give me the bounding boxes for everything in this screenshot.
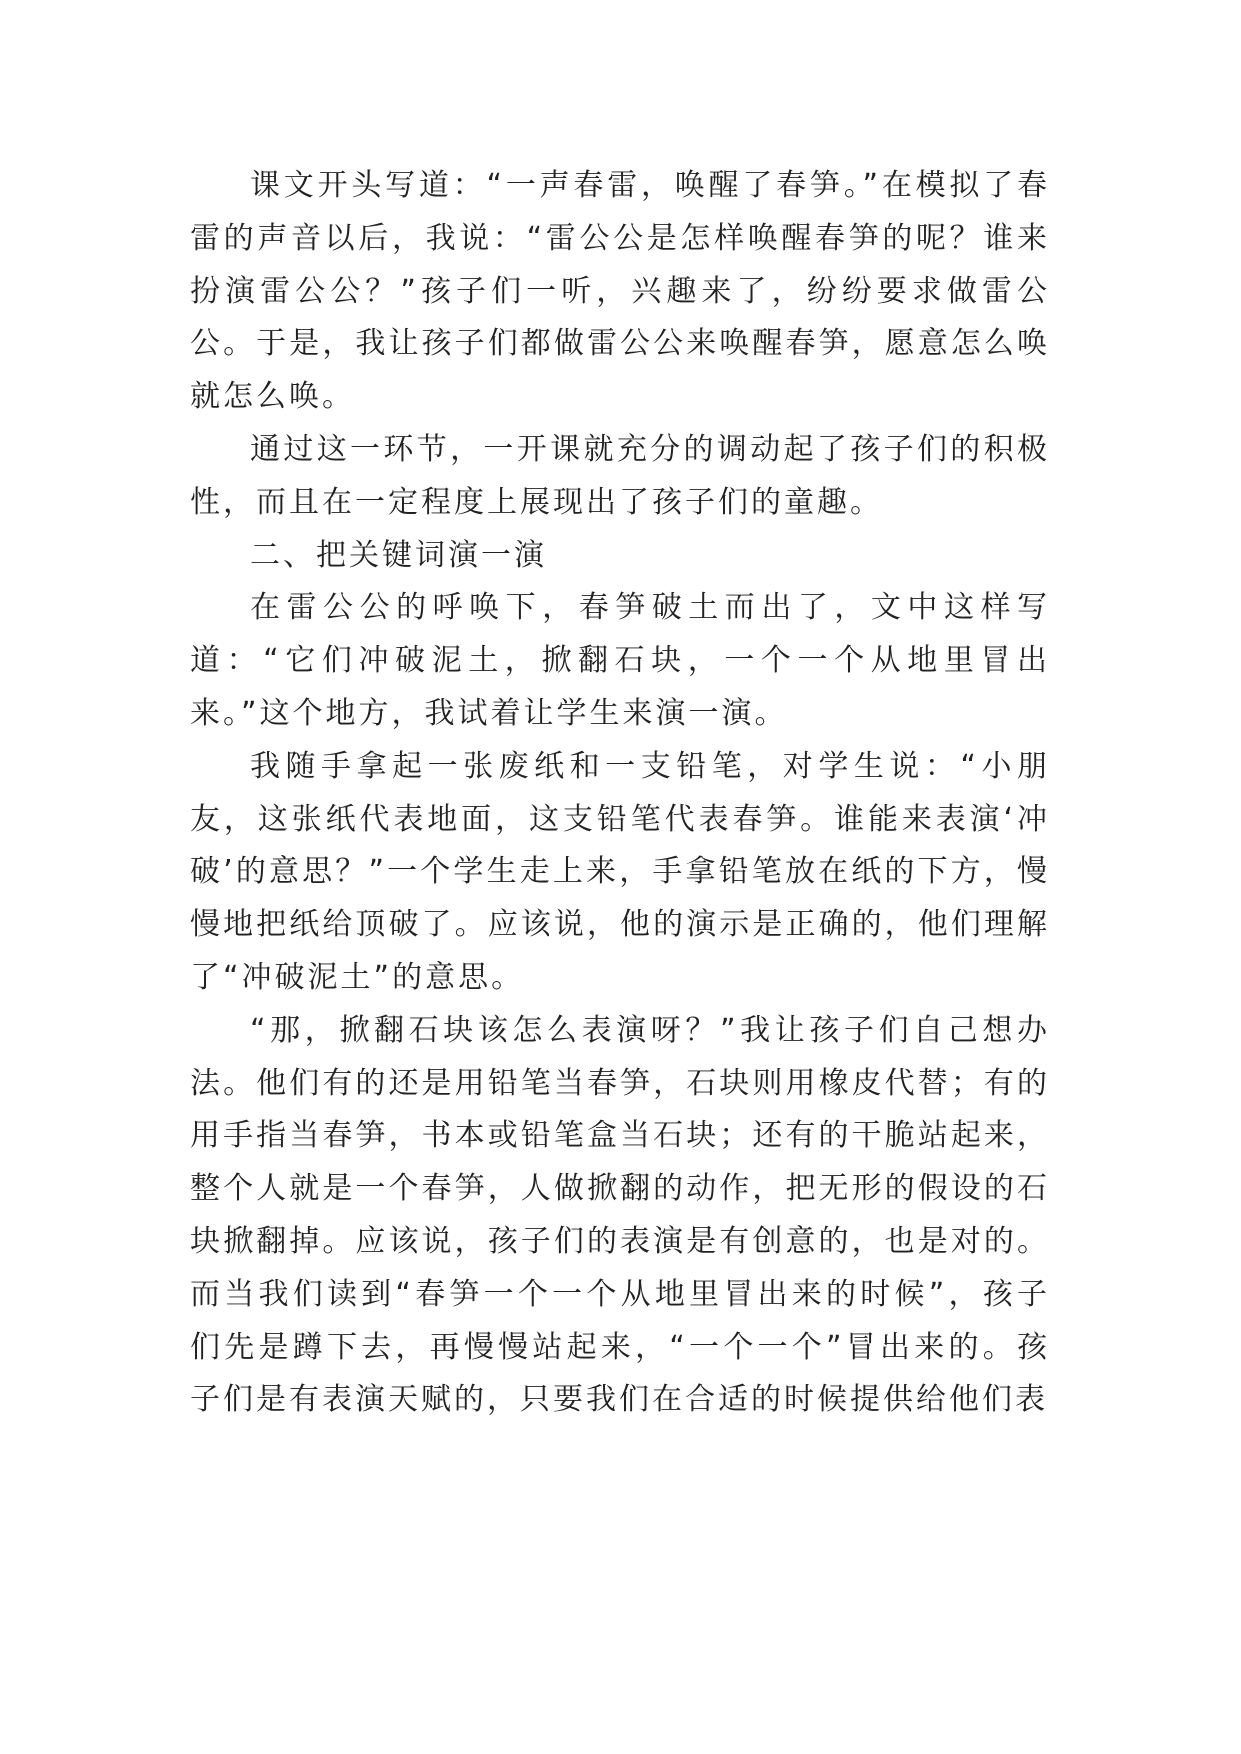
section-heading: 二、把关键词演一演 bbox=[250, 537, 547, 573]
paragraph-3: 在雷公公的呼唤下，春笋破土而出了，文中这样写道：“它们冲破泥土，掀翻石块，一个一个从地里冒出来。”这个地方，我试着让学生来演一演。 bbox=[190, 590, 1050, 731]
paragraph-4: 我随手拿起一张废纸和一支铅笔，对学生说：“小朋友，这张纸代表地面，这支铅笔代表春笋。谁能来表演‘冲破’的意思？”一个学生走上来，手拿铅笔放在纸的下方，慢慢地把纸给顶破了。应该说，他的演示是正确的，他们理解了“冲破泥土”的意思。 bbox=[190, 748, 1050, 995]
paragraph-1: 课文开头写道：“一声春雷，唤醒了春笋。”在模拟了春雷的声音以后，我说：“雷公公是怎样唤醒春笋的呢？谁来扮演雷公公？”孩子们一听，兴趣来了，纷纷要求做雷公公。于是，我让孩子们都做雷公公来唤醒春笋，愿意怎么唤就怎么唤。 bbox=[190, 168, 1050, 415]
document-body bbox=[190, 160, 1050, 1427]
paragraph-2: 通过这一环节，一开课就充分的调动起了孩子们的积极性，而且在一定程度上展现出了孩子们的童趣。 bbox=[190, 431, 1050, 520]
paragraph-5: “那，掀翻石块该怎么表演呀？”我让孩子们自己想办法。他们有的还是用铅笔当春笋，石块则用橡皮代替；有的用手指当春笋，书本或铅笔盒当石块；还有的干脆站起来，整个人就是一个春笋，人做掀翻的动作，把无形的假设的石块掀翻掉。应该说，孩子们的表演是有创意的，也是对的。而当我们读到“春笋一个一个从地里冒出来的时候”，孩子们先是蹲下去，再慢慢站起来，“一个一个”冒出来的。孩子们是有表演天赋的，只要我们在合适的时候提供给他们表 bbox=[190, 1012, 1050, 1418]
